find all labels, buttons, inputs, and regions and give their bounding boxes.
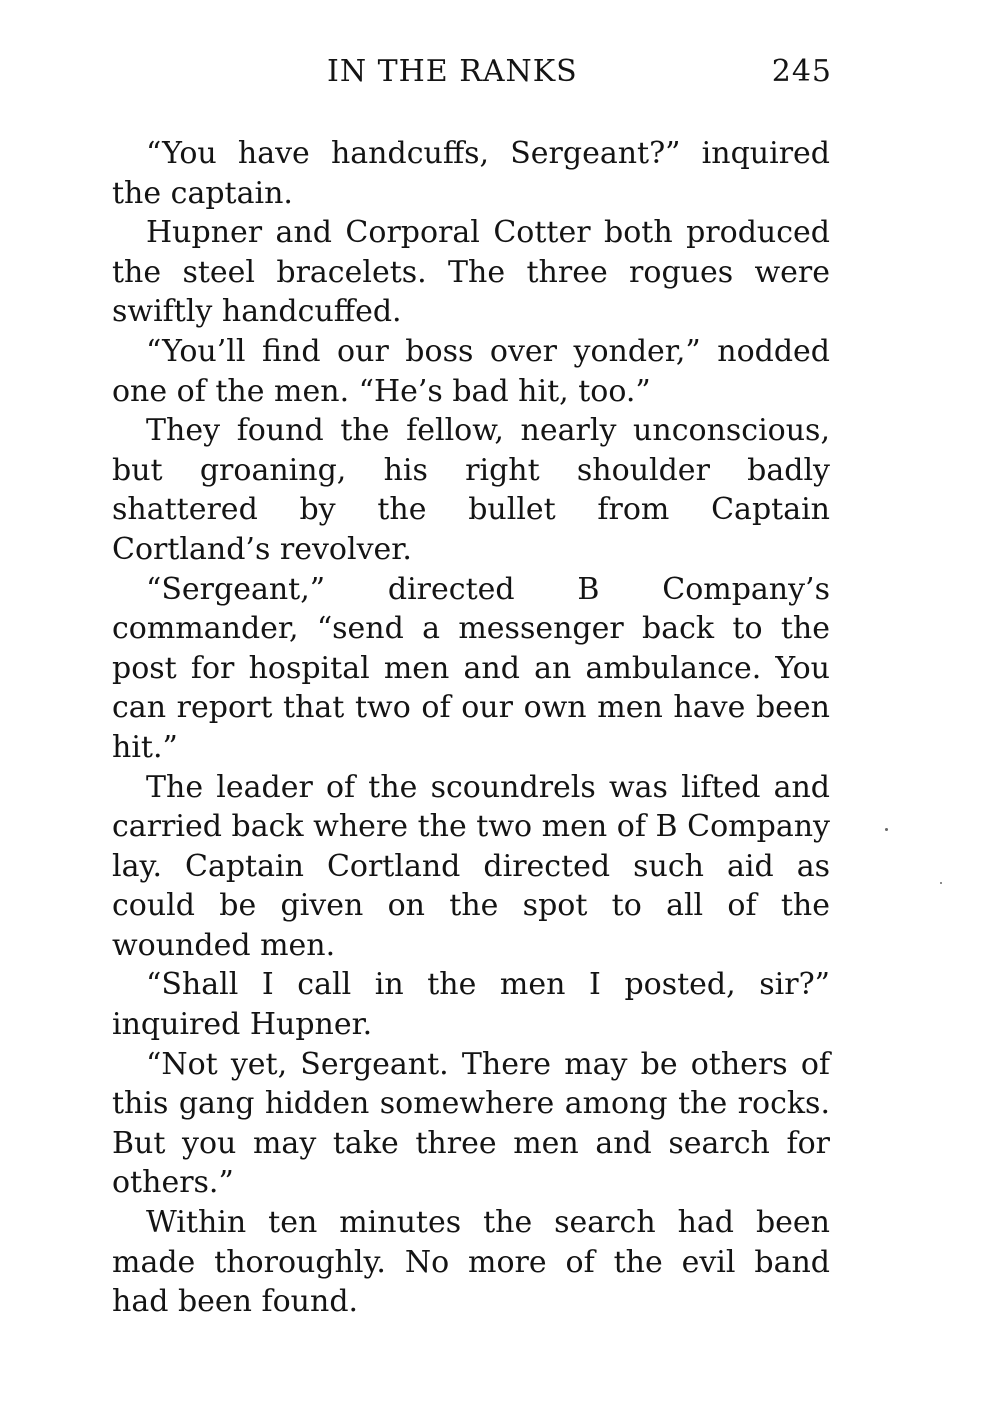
print-speck (885, 828, 888, 831)
running-header (112, 52, 832, 92)
print-speck (940, 882, 942, 884)
paragraph: “You have handcuffs, Sergeant?” inquired the captain. (112, 136, 830, 211)
paragraph: “Shall I call in the men I posted, sir?” inquired Hupner. (112, 967, 830, 1043)
paragraph: The leader of the scoundrels was lifted and carried back where the two men of B Company lay. Captain Cortland directed such aid as could be given on the spot to all of the wounded men. (112, 769, 830, 963)
body-text (112, 134, 830, 1322)
paragraph: They found the fellow, nearly unconscious, but groaning, his right shoulder badly shattered by the bullet from Captain Cortland’s revolver. (112, 413, 830, 567)
paragraph: “Sergeant,” directed B Company’s commander, “send a messenger back to the post for hospital men and an ambulance. You can report that two of our own men have been hit.” (112, 571, 830, 765)
chapter-title: IN THE RANKS (327, 54, 578, 89)
paragraph: “You’ll find our boss over yonder,” nodded one of the men. “He’s bad hit, too.” (112, 333, 830, 409)
paragraph: “Not yet, Sergeant. There may be others of this gang hidden somewhere among the rocks. But you may take three men and search for others.” (112, 1046, 830, 1201)
paragraph: Within ten minutes the search had been made thoroughly. No more of the evil band had been found. (112, 1205, 830, 1320)
page-number: 245 (771, 54, 832, 89)
paragraph: Hupner and Corporal Cotter both produced the steel bracelets. The three rogues were swiftly handcuffed. (112, 215, 830, 330)
